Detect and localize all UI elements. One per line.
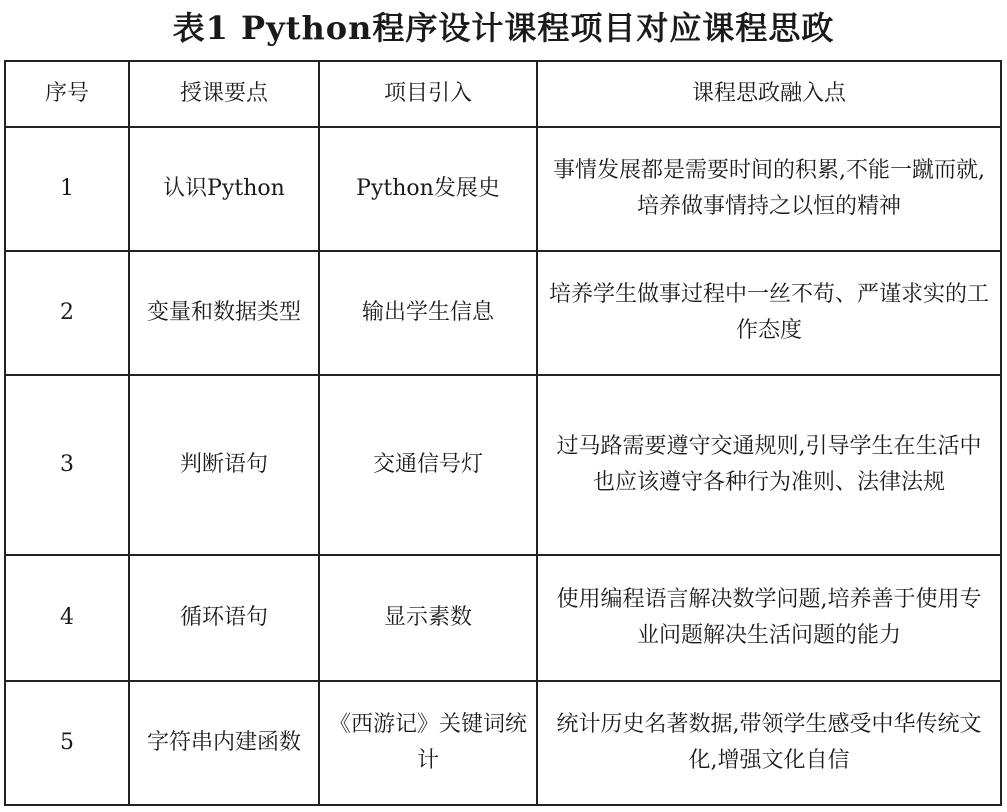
cell-no: 1 <box>5 127 129 251</box>
cell-project: 交通信号灯 <box>319 375 537 555</box>
cell-ideology: 过马路需要遵守交通规则,引导学生在生活中也应该遵守各种行为准则、法律法规 <box>537 375 1001 555</box>
header-no: 序号 <box>5 61 129 127</box>
cell-project: 输出学生信息 <box>319 251 537 375</box>
table-row <box>5 251 1001 375</box>
cell-no: 2 <box>5 251 129 375</box>
cell-no: 3 <box>5 375 129 555</box>
table-title: 表1 Python程序设计课程项目对应课程思政 <box>172 9 835 47</box>
cell-teaching-point: 判断语句 <box>129 375 319 555</box>
cell-ideology: 统计历史名著数据,带领学生感受中华传统文化,增强文化自信 <box>537 681 1001 805</box>
cell-teaching-point: 循环语句 <box>129 555 319 681</box>
table-row <box>5 555 1001 681</box>
cell-project: 《西游记》关键词统计 <box>319 681 537 805</box>
header-project: 项目引入 <box>319 61 537 127</box>
cell-ideology: 事情发展都是需要时间的积累,不能一蹴而就,培养做事情持之以恒的精神 <box>537 127 1001 251</box>
table-header-row <box>5 61 1001 127</box>
header-teaching-point: 授课要点 <box>129 61 319 127</box>
cell-ideology: 使用编程语言解决数学问题,培养善于使用专业问题解决生活问题的能力 <box>537 555 1001 681</box>
cell-no: 4 <box>5 555 129 681</box>
cell-teaching-point: 变量和数据类型 <box>129 251 319 375</box>
course-ideology-table <box>4 60 1002 806</box>
cell-project: Python发展史 <box>319 127 537 251</box>
table-row <box>5 681 1001 805</box>
table-row <box>5 127 1001 251</box>
cell-no: 5 <box>5 681 129 805</box>
cell-project: 显示素数 <box>319 555 537 681</box>
header-ideology: 课程思政融入点 <box>537 61 1001 127</box>
cell-teaching-point: 字符串内建函数 <box>129 681 319 805</box>
cell-ideology: 培养学生做事过程中一丝不苟、严谨求实的工作态度 <box>537 251 1001 375</box>
cell-teaching-point: 认识Python <box>129 127 319 251</box>
table-row <box>5 375 1001 555</box>
